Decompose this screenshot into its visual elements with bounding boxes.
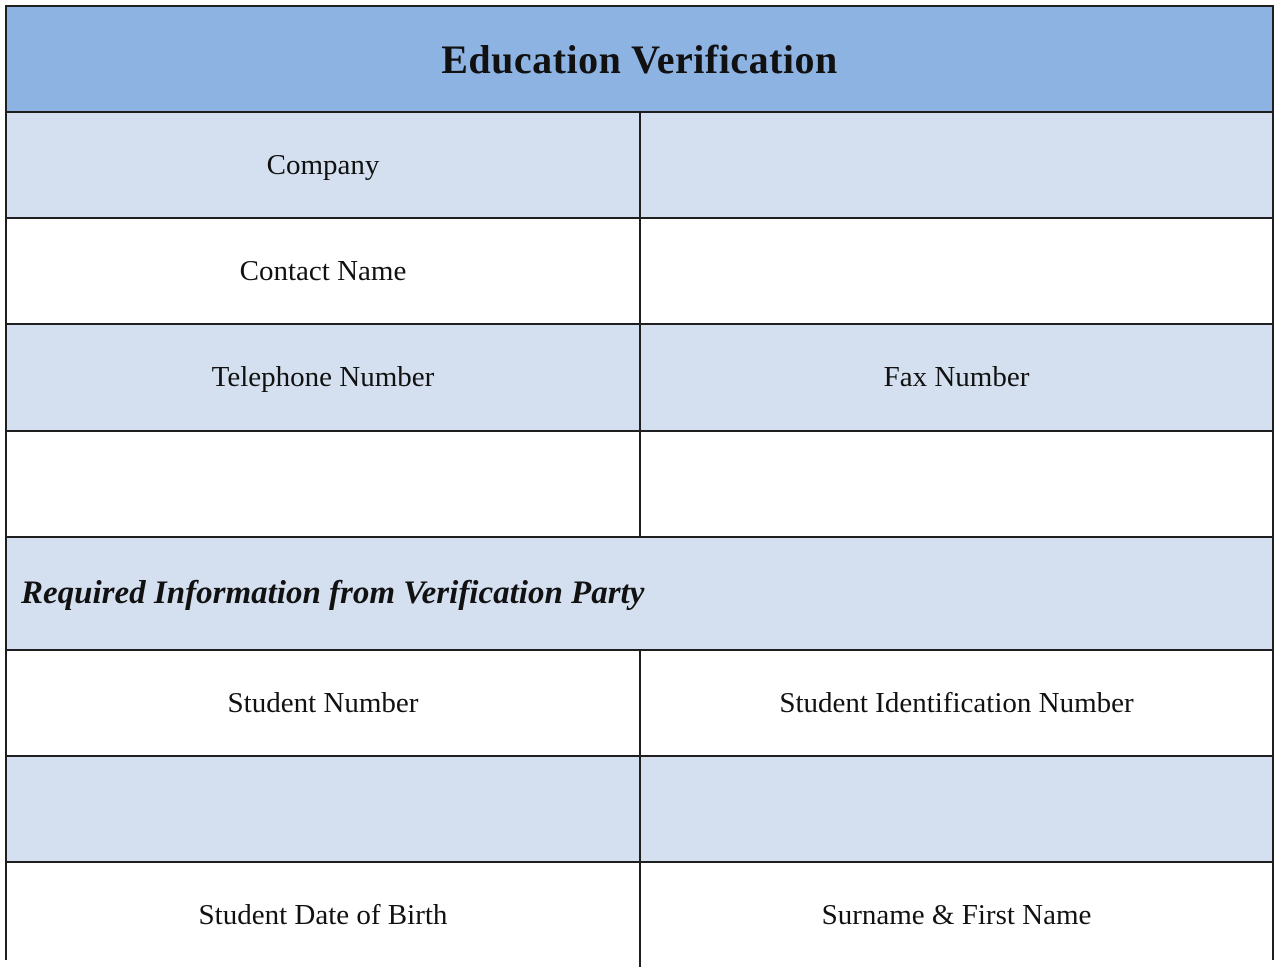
telephone-number-field[interactable] — [7, 432, 641, 536]
fax-number-field[interactable] — [641, 432, 1272, 536]
contact-name-row — [7, 219, 1272, 325]
section-heading-row — [7, 538, 1272, 651]
phone-fax-value-row — [7, 432, 1272, 538]
company-row — [7, 113, 1272, 219]
contact-name-field[interactable] — [641, 219, 1272, 323]
surname-first-name-label: Surname & First Name — [641, 863, 1272, 967]
section-heading: Required Information from Verification Party — [21, 575, 645, 611]
telephone-number-label: Telephone Number — [7, 325, 641, 430]
education-verification-form — [5, 5, 1274, 960]
phone-fax-label-row — [7, 325, 1272, 432]
form-header — [7, 7, 1272, 113]
student-value-row — [7, 757, 1272, 863]
company-label: Company — [7, 113, 641, 217]
student-number-label: Student Number — [7, 651, 641, 755]
student-identification-number-label: Student Identification Number — [641, 651, 1272, 755]
company-field[interactable] — [641, 113, 1272, 217]
dob-name-label-row — [7, 863, 1272, 967]
form-title: Education Verification — [441, 36, 838, 82]
fax-number-label: Fax Number — [641, 325, 1272, 430]
student-label-row — [7, 651, 1272, 757]
contact-name-label: Contact Name — [7, 219, 641, 323]
student-number-field[interactable] — [7, 757, 641, 861]
student-date-of-birth-label: Student Date of Birth — [7, 863, 641, 967]
student-identification-number-field[interactable] — [641, 757, 1272, 861]
